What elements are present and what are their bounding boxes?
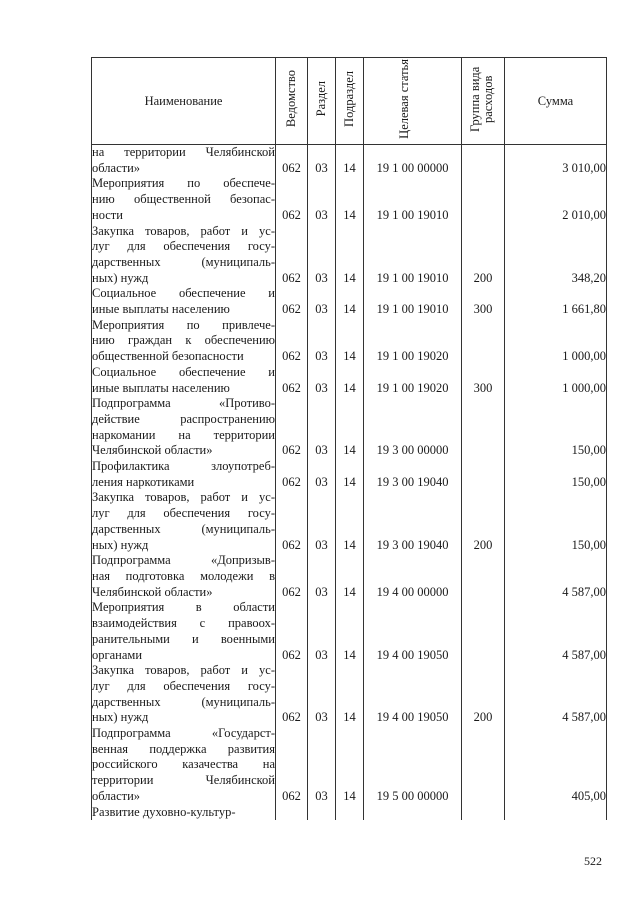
row-target: 19 1 00 19020	[364, 318, 462, 365]
row-section: 03	[308, 663, 336, 726]
row-dept: 062	[276, 365, 308, 396]
table-row	[92, 365, 607, 396]
row-name-line: наркомании на территории	[92, 427, 275, 442]
table-row	[92, 726, 607, 805]
row-subsection: 14	[336, 318, 364, 365]
row-name-line: дарственных (муниципаль-	[92, 521, 275, 536]
header-dept: Ведомство	[276, 58, 308, 145]
row-group	[462, 600, 505, 663]
page-number: 522	[584, 854, 602, 868]
row-name-line: Развитие духовно-культур-	[92, 804, 236, 819]
header-name: Наименование	[92, 58, 276, 145]
row-name-line: дарственных (муниципаль-	[92, 254, 275, 269]
row-name-line: луг для обеспечения госу-	[92, 506, 275, 521]
header-subsection: Подраздел	[336, 58, 364, 145]
row-section: 03	[308, 459, 336, 490]
row-section: 03	[308, 600, 336, 663]
row-subsection: 14	[336, 396, 364, 459]
row-subsection: 14	[336, 600, 364, 663]
row-name-line: ранительными и военными	[92, 631, 275, 646]
row-dept: 062	[276, 396, 308, 459]
row-target: 19 4 00 19050	[364, 600, 462, 663]
row-target	[364, 805, 462, 821]
row-name-line: ная подготовка молодежи в	[92, 568, 275, 583]
row-subsection: 14	[336, 176, 364, 223]
row-name	[92, 805, 276, 821]
row-target: 19 3 00 19040	[364, 459, 462, 490]
row-sum: 1 000,00	[505, 318, 607, 365]
row-subsection: 14	[336, 365, 364, 396]
row-dept: 062	[276, 553, 308, 600]
table-row	[92, 224, 607, 287]
row-name-line: ных) нужд	[92, 270, 149, 285]
row-sum: 4 587,00	[505, 663, 607, 726]
row-group	[462, 145, 505, 177]
row-section	[308, 805, 336, 821]
row-target: 19 5 00 00000	[364, 726, 462, 805]
row-name-line: Закупка товаров, работ и ус-	[92, 663, 275, 678]
budget-table	[91, 57, 607, 820]
row-section: 03	[308, 490, 336, 553]
row-name	[92, 490, 276, 553]
row-dept: 062	[276, 490, 308, 553]
row-name-line: иные выплаты населению	[92, 380, 230, 395]
row-name	[92, 365, 276, 396]
row-name-line: действие распространению	[92, 411, 275, 426]
row-name-line: области»	[92, 160, 141, 175]
row-sum: 3 010,00	[505, 145, 607, 177]
table-row	[92, 318, 607, 365]
table-row	[92, 286, 607, 317]
row-name-line: Подпрограмма «Государст-	[92, 726, 275, 741]
row-name-line: луг для обеспечения госу-	[92, 678, 275, 693]
row-group	[462, 176, 505, 223]
row-sum	[505, 805, 607, 821]
row-name-line: Челябинской области»	[92, 443, 213, 458]
row-sum: 2 010,00	[505, 176, 607, 223]
row-target: 19 1 00 19010	[364, 224, 462, 287]
row-target: 19 4 00 00000	[364, 553, 462, 600]
row-dept: 062	[276, 286, 308, 317]
row-name	[92, 145, 276, 177]
row-dept: 062	[276, 663, 308, 726]
table-row	[92, 805, 607, 821]
header-sum: Сумма	[505, 58, 607, 145]
row-name-line: Мероприятия в области	[92, 600, 275, 615]
row-dept: 062	[276, 459, 308, 490]
row-group: 200	[462, 490, 505, 553]
row-name-line: ных) нужд	[92, 537, 149, 552]
row-dept: 062	[276, 600, 308, 663]
row-name-line: российского казачества на	[92, 757, 275, 772]
row-name-line: ления наркотиками	[92, 474, 195, 489]
row-section: 03	[308, 318, 336, 365]
row-name-line: ных) нужд	[92, 710, 149, 725]
table-row	[92, 176, 607, 223]
row-target: 19 3 00 00000	[364, 396, 462, 459]
row-sum: 150,00	[505, 490, 607, 553]
header-target: Целевая статья	[364, 58, 462, 145]
row-group: 300	[462, 286, 505, 317]
row-name-line: Закупка товаров, работ и ус-	[92, 490, 275, 505]
row-dept: 062	[276, 318, 308, 365]
row-sum: 4 587,00	[505, 553, 607, 600]
row-dept	[276, 805, 308, 821]
table-row	[92, 459, 607, 490]
row-name	[92, 286, 276, 317]
row-section: 03	[308, 365, 336, 396]
row-name-line: общественной безопасности	[92, 349, 244, 364]
row-sum: 150,00	[505, 396, 607, 459]
header-section: Раздел	[308, 58, 336, 145]
table-row	[92, 600, 607, 663]
row-dept: 062	[276, 176, 308, 223]
row-target: 19 1 00 19010	[364, 286, 462, 317]
row-name-line: Мероприятия по обеспече-	[92, 176, 275, 191]
row-name	[92, 176, 276, 223]
row-name	[92, 396, 276, 459]
row-group	[462, 318, 505, 365]
row-section: 03	[308, 224, 336, 287]
row-target: 19 1 00 19020	[364, 365, 462, 396]
row-target: 19 1 00 00000	[364, 145, 462, 177]
row-name-line: Челябинской области»	[92, 584, 213, 599]
row-section: 03	[308, 145, 336, 177]
row-sum: 405,00	[505, 726, 607, 805]
row-name-line: Мероприятия по привлече-	[92, 317, 275, 332]
row-section: 03	[308, 553, 336, 600]
row-group	[462, 805, 505, 821]
row-name-line: Социальное обеспечение и	[92, 364, 275, 379]
row-dept: 062	[276, 224, 308, 287]
row-section: 03	[308, 396, 336, 459]
row-name	[92, 224, 276, 287]
row-group	[462, 459, 505, 490]
row-name	[92, 600, 276, 663]
row-sum: 1 661,80	[505, 286, 607, 317]
row-name-line: Подпрограмма «Допризыв-	[92, 553, 275, 568]
row-subsection: 14	[336, 663, 364, 726]
row-name	[92, 459, 276, 490]
row-sum: 150,00	[505, 459, 607, 490]
row-group	[462, 726, 505, 805]
row-name-line: на территории Челябинской	[92, 145, 275, 159]
row-name-line: ности	[92, 207, 123, 222]
row-group: 300	[462, 365, 505, 396]
row-sum: 4 587,00	[505, 600, 607, 663]
row-group	[462, 553, 505, 600]
row-dept: 062	[276, 726, 308, 805]
row-section: 03	[308, 286, 336, 317]
row-subsection	[336, 805, 364, 821]
table-row	[92, 396, 607, 459]
row-name-line: венная поддержка развития	[92, 741, 275, 756]
row-target: 19 3 00 19040	[364, 490, 462, 553]
row-name-line: дарственных (муниципаль-	[92, 694, 275, 709]
table-row	[92, 490, 607, 553]
row-subsection: 14	[336, 553, 364, 600]
row-name-line: органами	[92, 647, 143, 662]
row-subsection: 14	[336, 459, 364, 490]
row-name-line: Подпрограмма «Противо-	[92, 396, 275, 411]
row-name	[92, 318, 276, 365]
row-section: 03	[308, 726, 336, 805]
row-name-line: нию общественной безопас-	[92, 192, 275, 207]
row-subsection: 14	[336, 145, 364, 177]
row-name-line: иные выплаты населению	[92, 302, 230, 317]
table-row	[92, 663, 607, 726]
row-name-line: луг для обеспечения госу-	[92, 239, 275, 254]
header-group: Группа вида расходов	[462, 58, 505, 145]
row-subsection: 14	[336, 726, 364, 805]
row-name	[92, 553, 276, 600]
row-name-line: Социальное обеспечение и	[92, 286, 275, 301]
row-name	[92, 726, 276, 805]
row-group: 200	[462, 224, 505, 287]
row-group	[462, 396, 505, 459]
row-name-line: территории Челябинской	[92, 773, 275, 788]
row-name-line: взаимодействия с правоох-	[92, 616, 275, 631]
row-name-line: Профилактика злоупотреб-	[92, 459, 275, 474]
table-header-row	[92, 58, 607, 145]
row-subsection: 14	[336, 490, 364, 553]
row-dept: 062	[276, 145, 308, 177]
table-row	[92, 145, 607, 177]
row-name-line: Закупка товаров, работ и ус-	[92, 223, 275, 238]
row-subsection: 14	[336, 224, 364, 287]
row-target: 19 1 00 19010	[364, 176, 462, 223]
row-name	[92, 663, 276, 726]
row-name-line: области»	[92, 788, 141, 803]
row-sum: 1 000,00	[505, 365, 607, 396]
row-name-line: нию граждан к обеспечению	[92, 333, 275, 348]
row-group: 200	[462, 663, 505, 726]
row-sum: 348,20	[505, 224, 607, 287]
row-target: 19 4 00 19050	[364, 663, 462, 726]
row-subsection: 14	[336, 286, 364, 317]
row-section: 03	[308, 176, 336, 223]
table-row	[92, 553, 607, 600]
